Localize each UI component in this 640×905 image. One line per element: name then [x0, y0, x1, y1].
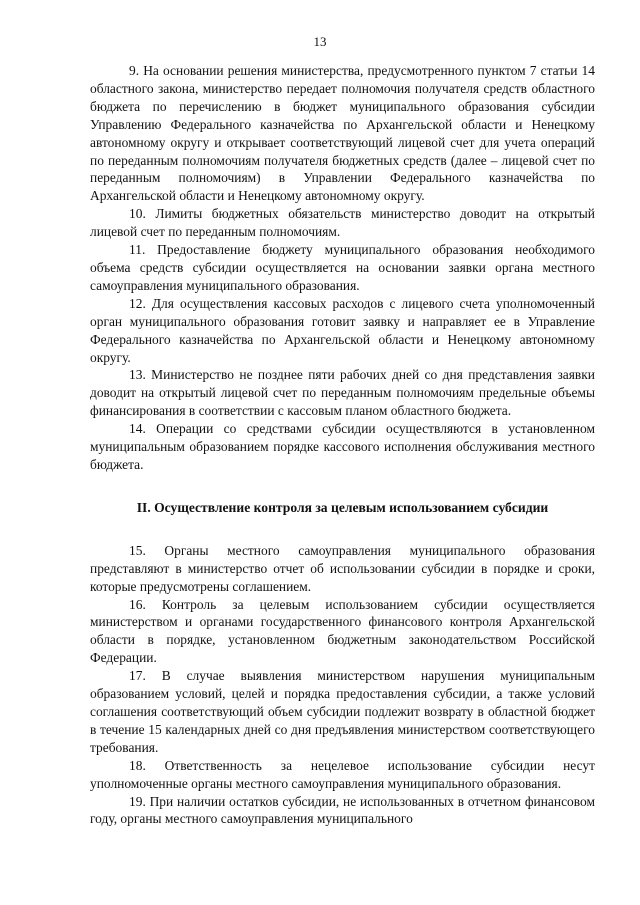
paragraph-18: 18. Ответственность за нецелевое использование субсидии несут уполномоченные органы местного самоуправления муниципального образования.: [90, 757, 595, 791]
paragraph-11: 11. Предоставление бюджету муниципального образования необходимого объема средств субсидии осуществляется на основании заявки органа местного самоуправления муниципального образования.: [90, 242, 595, 293]
paragraph-15: 15. Органы местного самоуправления муниципального образования представляют в министерство отчет об использовании субсидии в порядке и сроки, которые предусмотрены соглашением.: [90, 542, 595, 594]
paragraph-12: 12. Для осуществления кассовых расходов с лицевого счета уполномоченный орган муниципального образования готовит заявку и направляет ее в Управление Федерального казначейства по Архангельской области и Ненецкому автономному округу.: [90, 295, 595, 365]
document-body: [90, 62, 595, 828]
paragraph-17: 17. В случае выявления министерством нарушения муниципальным образованием условий, целей и порядка предоставления субсидии, а также условий соглашения соответствующий объем субсидии подлежит возврату в областной бюджет в течение 15 календарных дней со дня предъявления министерством соответствующего требования.: [90, 668, 595, 755]
paragraph-9: 9. На основании решения министерства, предусмотренного пунктом 7 статьи 14 областного закона, министерство передает полномочия получателя средств областного бюджета по перечислению в бюджет муниципального образования субсидии Управлению Федерального казначейства по Архангельской области и Ненецкому автономному округу и открывает соответствующий лицевой счет для учета операций по переданным полномочиям получателя бюджетных средств (далее – лицевой счет по переданным полномочиям) в Управлении Федерального казначейства по Архангельской области и Ненецкому автономному округу.: [90, 63, 595, 204]
paragraph-19: 19. При наличии остатков субсидии, не использованных в отчетном финансовом году, органы местного самоуправления муниципального: [90, 793, 595, 827]
paragraph-14: 14. Операции со средствами субсидии осуществляются в установленном муниципальным образованием порядке кассового исполнения обслуживания местного бюджета.: [90, 421, 595, 472]
page-number: 13: [313, 34, 327, 49]
paragraph-16: 16. Контроль за целевым использованием субсидии осуществляется министерством и органами государственного финансового контроля Архангельской области в порядке, установленном бюджетным законодательством Российской Федерации.: [90, 596, 595, 666]
paragraph-10: 10. Лимиты бюджетных обязательств министерство доводит на открытый лицевой счет по переданным полномочиям.: [90, 206, 595, 240]
section-title: II. Осуществление контроля за целевым использованием субсидии: [136, 499, 549, 515]
paragraph-13: 13. Министерство не позднее пяти рабочих дней со дня представления заявки доводит на открытый лицевой счет по переданным полномочиям предельные объемы финансирования в соответствии с кассовым планом областного бюджета.: [90, 367, 595, 419]
